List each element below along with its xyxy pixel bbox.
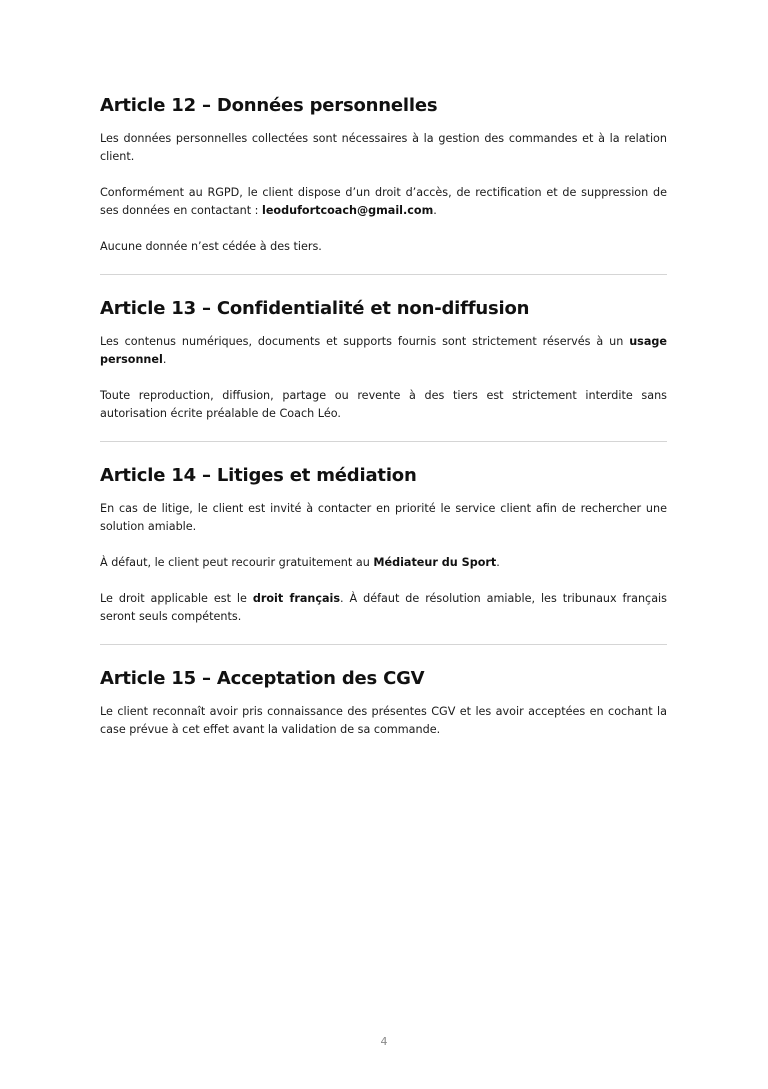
article-paragraph <box>100 554 667 572</box>
text-run: Conformément au RGPD, le client dispose d’un droit d’accès, de rectification et de suppression de ses données en contactant : <box>100 186 667 217</box>
article-paragraph <box>100 333 667 369</box>
article-paragraph <box>100 184 667 220</box>
text-run: En cas de litige, le client est invité à contacter en priorité le service client afin de rechercher une solution amiable. <box>100 502 667 533</box>
article-15 <box>100 667 667 739</box>
article-paragraph <box>100 703 667 739</box>
text-run: Le droit applicable est le <box>100 592 253 605</box>
bold-text: usage personnel <box>100 335 667 366</box>
article-title: Article 12 – Données personnelles <box>100 95 438 116</box>
article-title: Article 15 – Acceptation des CGV <box>100 668 425 689</box>
article-title: Article 13 – Confidentialité et non-diffusion <box>100 298 530 319</box>
text-run: Aucune donnée n’est cédée à des tiers. <box>100 240 322 253</box>
article-paragraph <box>100 130 667 166</box>
article-title: Article 14 – Litiges et médiation <box>100 465 417 486</box>
text-run: . À défaut de résolution amiable, les tribunaux français seront seuls compétents. <box>100 592 667 623</box>
text-run: . <box>433 204 437 217</box>
text-run: . <box>162 353 167 366</box>
text-run: À défaut, le client peut recourir gratuitement au <box>100 556 374 569</box>
article-14 <box>100 464 667 626</box>
article-paragraph <box>100 238 667 256</box>
bold-text: Médiateur du Sport <box>373 556 497 569</box>
bold-text: droit français <box>252 592 341 605</box>
article-13 <box>100 297 667 423</box>
text-run: Les données personnelles collectées sont nécessaires à la gestion des commandes et à la relation client. <box>100 132 667 163</box>
article-paragraph <box>100 387 667 423</box>
article-12 <box>100 94 667 256</box>
document-page <box>100 94 667 757</box>
text-run: . <box>496 556 500 569</box>
text-run: Les contenus numériques, documents et supports fournis sont strictement réservés à un <box>100 335 630 348</box>
text-run: Le client reconnaît avoir pris connaissance des présentes CGV et les avoir acceptées en cochant la case prévue à cet effet avant la validation de sa commande. <box>100 705 667 736</box>
section-divider <box>100 644 667 645</box>
section-divider <box>100 441 667 442</box>
page-number: 4 <box>380 1035 388 1048</box>
article-paragraph <box>100 590 667 626</box>
article-paragraph <box>100 500 667 536</box>
bold-text: leodufortcoach@gmail.com <box>261 204 434 217</box>
text-run: Toute reproduction, diffusion, partage ou revente à des tiers est strictement interdite sans autorisation écrite préalable de Coach Léo. <box>100 389 667 420</box>
section-divider <box>100 274 667 275</box>
